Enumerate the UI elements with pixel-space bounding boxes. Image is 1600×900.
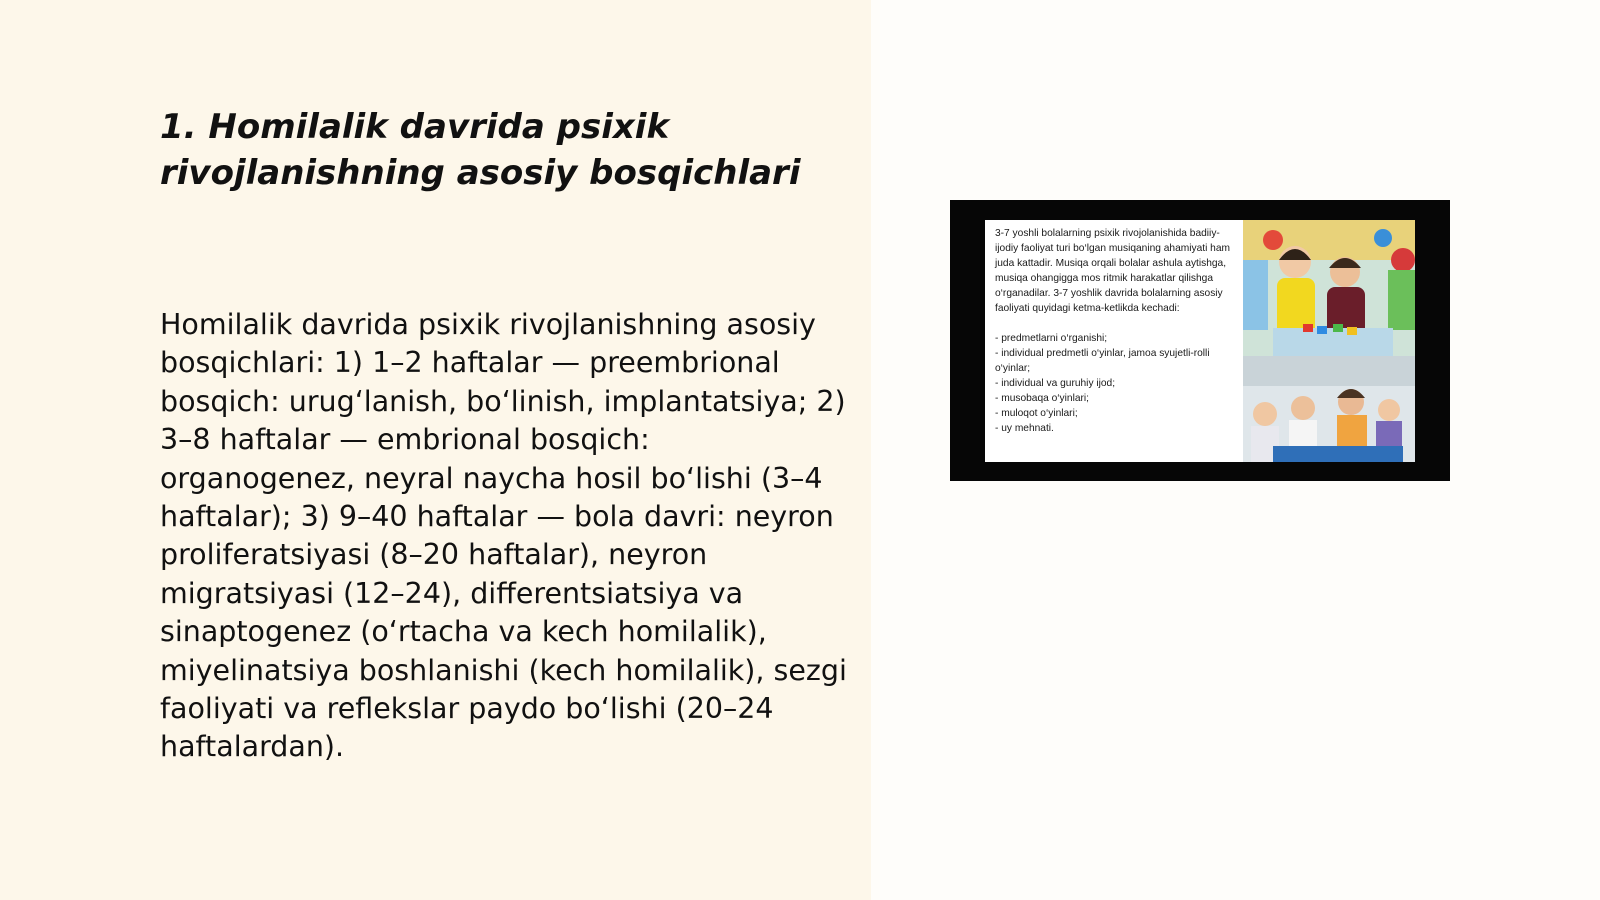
embedded-slide-list [995, 331, 1243, 436]
list-item: - individual va guruhiy ijod; [995, 378, 1116, 389]
embedded-slide-image [950, 200, 1450, 481]
children-table-photo [1243, 356, 1415, 462]
list-item: - predmetlarni o‘rganishi; [995, 333, 1108, 344]
children-photo [1243, 220, 1415, 462]
list-item: - muloqot o‘yinlari; [995, 408, 1078, 419]
slide-title: 1. Homilalik davrida psixik rivojlanishning asosiy bosqichlari [160, 107, 801, 193]
embedded-slide-text [995, 226, 1243, 436]
list-item: - musobaqa o‘yinlari; [995, 393, 1089, 404]
list-item: - uy mehnati. [995, 423, 1054, 434]
children-playing-photo [1243, 220, 1415, 356]
embedded-slide-content [985, 220, 1415, 462]
slide-body-text: Homilalik davrida psixik rivojlanishning asosiy bosqichlari: 1) 1–2 haftalar — preembrional bosqich: urug‘lanish, bo‘linish, implantatsiya; 2) 3–8 haftalar — embrional bosqich: organogenez, neyral naycha hosil bo‘lishi (3–4 haftalar); 3) 9–40 haftalar — bola davri: neyron proliferatsiyasi (8–20 haftalar), neyron migratsiyasi (12–24), differentsiatsiya va sinaptogenez (o‘rtacha va kech homilalik), miyelinatsiya boshlanishi (kech homilalik), sezgi faoliyati va reflekslar paydo bo‘lishi (20–24 haftalardan). [160, 308, 847, 764]
embedded-slide-intro: 3-7 yoshli bolalarning psixik rivojolanishida badiiy-ijodiy faoliyat turi bo‘lgan musiqaning ahamiyati ham juda kattadir. Musiqa orqali bolalar ashula aytishga, musiqa ohangigga mos ritmik harakatlar qilishga o‘rganadilar. 3-7 yoshlik davrida bolalarning asosiy faoliyati quyidagi ketma-ketlikda kechadi: [995, 228, 1231, 314]
list-item: - individual predmetli o‘yinlar, jamoa syujetli-rolli o‘yinlar; [995, 348, 1210, 374]
